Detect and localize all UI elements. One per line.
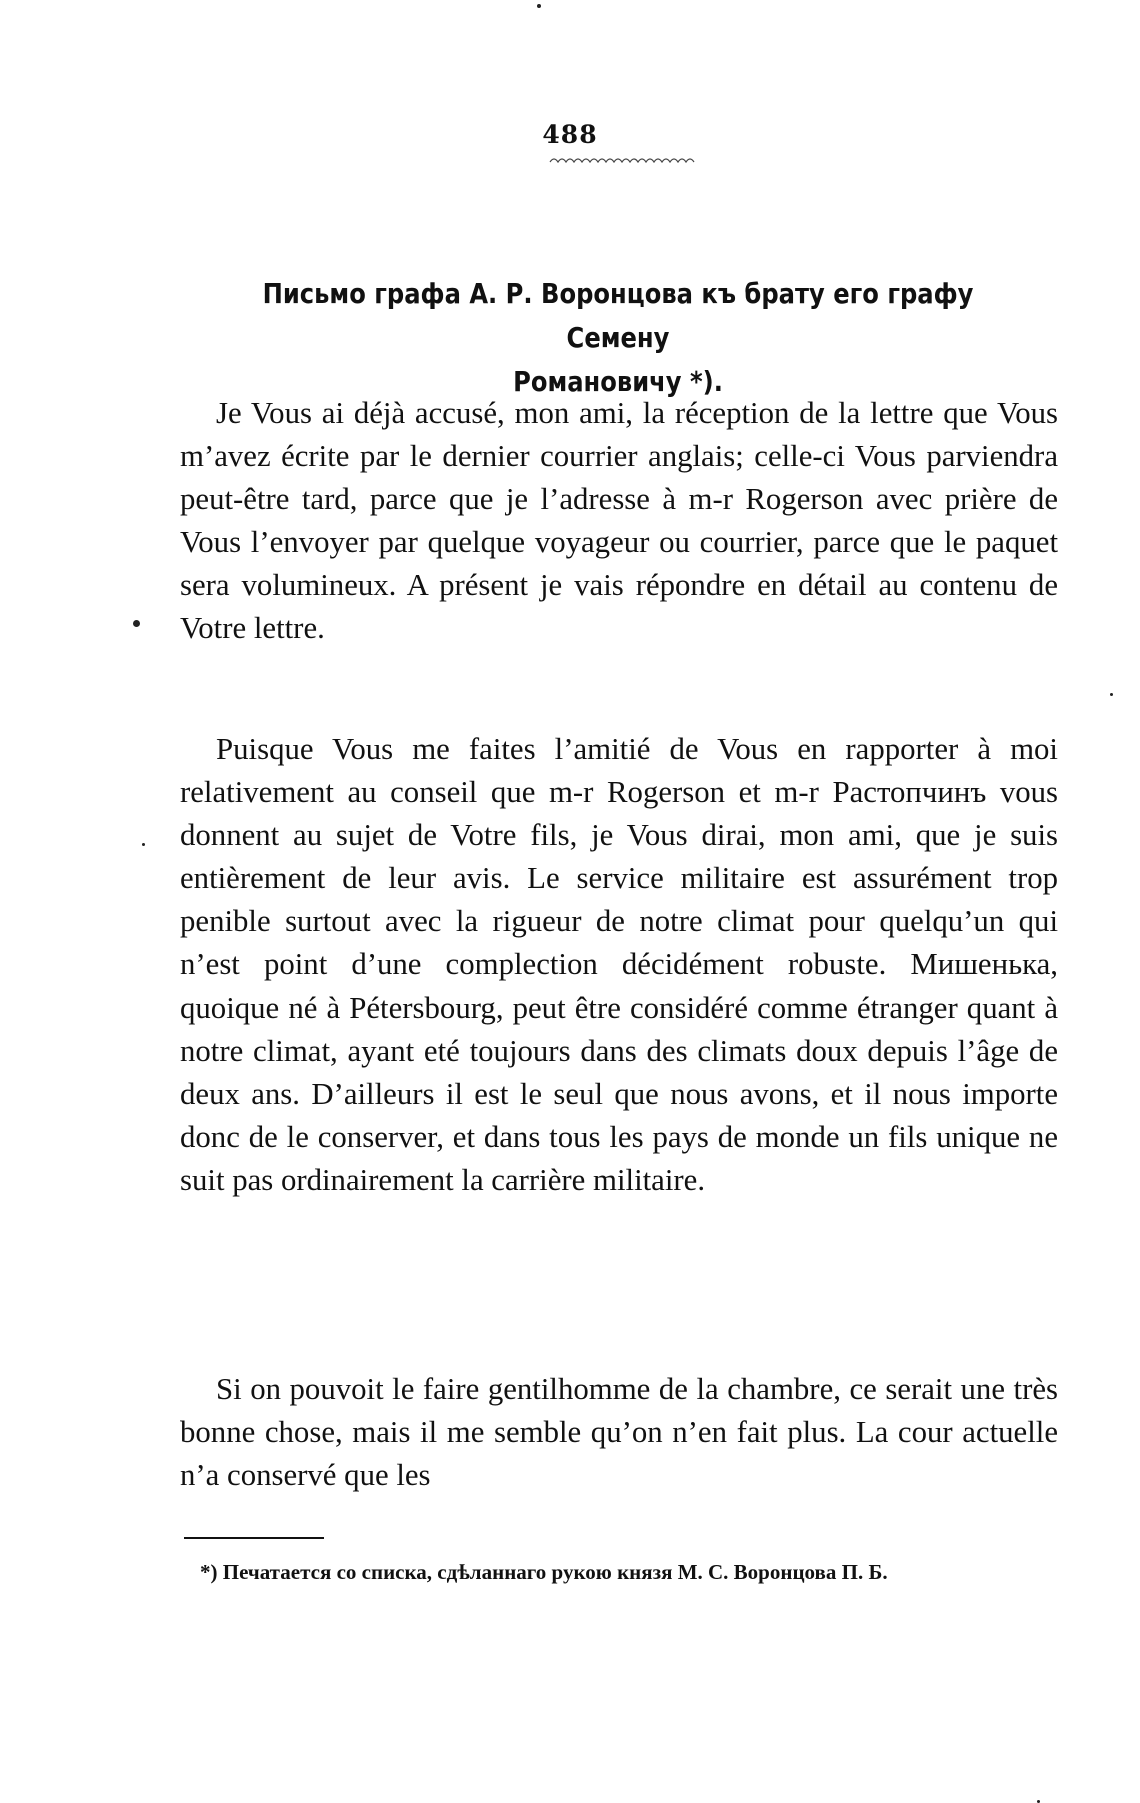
page-number: 488 — [542, 120, 598, 149]
footnote: *) Печатается со списка, сдѣланнаго рукою князя М. С. Воронцова П. Б. — [200, 1560, 888, 1584]
title-line-1: Письмо графа А. Р. Воронцова къ брату его графу Семену — [262, 278, 974, 354]
title-line-2: Романовичу *). — [513, 366, 723, 398]
scan-speck — [142, 843, 145, 846]
paragraph-1: Je Vous ai déjà accusé, mon ami, la réception de la lettre que Vous m’avez écrite par le dernier courrier anglais; celle-ci Vous parviendra peut-être tard, parce que je l’adresse à m-r Rogerson avec prière de Vous l’envoyer par quelque voyageur ou courrier, parce que le paquet sera volumineux. A présent je vais répondre en détail au contenu de Votre lettre. — [180, 396, 1058, 646]
paragraph-2: Puisque Vous me faites l’amitié de Vous en rapporter à moi relativement au conseil que m-r Rogerson et m-r Растопчинъ vous donnent au sujet de Votre fils, je Vous dirai, mon ami, que je suis entièrement de leur avis. Le service militaire est assurément trop penible surtout avec la rigueur de notre climat pour quelqu’un qui n’est point d’une complection décidément robuste. Мишенька, quoique né à Pétersbourg, peut être considéré comme étranger quant à notre climat, ayant eté toujours dans des climats doux depuis l’âge de deux ans. D’ailleurs il est le seul que nous avons, et il nous importe donc de le conserver, et dans tous les pays de monde un fils unique ne suit pas ordinairement la carrière militaire. — [180, 732, 1058, 1197]
letter-title — [231, 272, 1005, 404]
scan-speck — [537, 4, 541, 8]
scan-speck — [133, 620, 140, 627]
wavy-ornament — [548, 154, 698, 166]
paragraph-3: Si on pouvoit le faire gentilhomme de la chambre, ce serait une très bonne chose, mais il me semble qu’on n’en fait plus. La cour actuelle n’a conservé que les — [180, 1372, 1058, 1493]
scan-speck — [1110, 693, 1113, 696]
footnote-divider — [184, 1537, 324, 1539]
